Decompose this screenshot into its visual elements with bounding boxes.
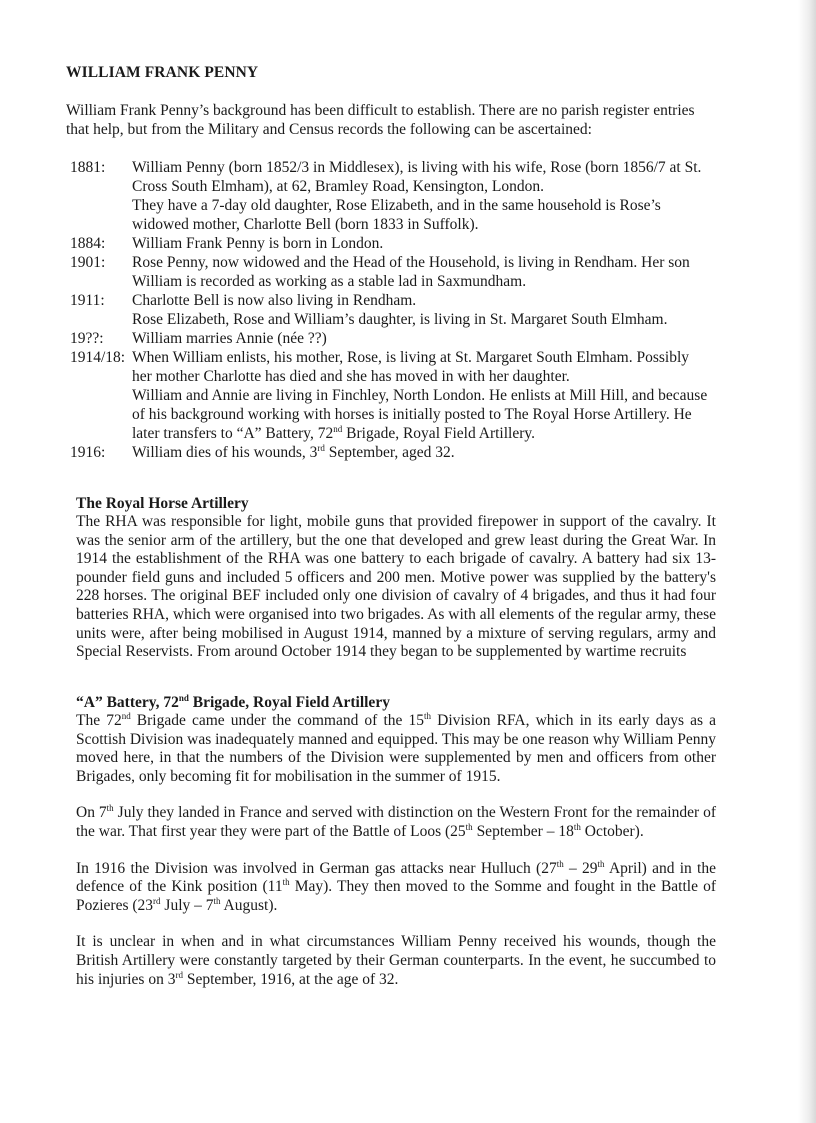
intro-paragraph: William Frank Penny’s background has been difficult to establish. There are no parish register entries that help, but from the Military and Census records the following can be ascertained: [66,102,695,138]
page-title: WILLIAM FRANK PENNY [66,64,259,81]
timeline-line: William Penny (born 1852/3 in Middlesex), is living with his wife, Rose (born 1856/7 at St. Cross South Elmham), at 62, Bramley Road, Kensington, London. [132,159,702,195]
timeline-text [132,158,710,234]
paragraph-gap [76,842,716,860]
timeline-text [132,291,710,329]
rha-section [76,495,716,662]
timeline [70,158,710,462]
timeline-entry [70,443,710,462]
timeline-entry [70,329,710,348]
timeline-line: When William enlists, his mother, Rose, is living at St. Margaret South Elmham. Possibly her mother Charlotte has died and she has moved in with her daughter. [132,349,690,385]
timeline-entry [70,234,710,253]
timeline-year: 19??: [70,330,104,347]
timeline-line: Rose Penny, now widowed and the Head of the Household, is living in Rendham. Her son William is recorded as working as a stable lad in Saxmundham. [132,254,690,290]
timeline-text [132,329,710,348]
timeline-text [132,443,710,462]
timeline-line: William marries Annie (née ??) [132,330,327,347]
timeline-line: William and Annie are living in Finchley, North London. He enlists at Mill Hill, and because of his background working with horses is initially posted to The Royal Horse Artillery. He later transfers to “A” Battery, 72nd Brigade, Royal Field Artillery. [132,387,708,442]
timeline-text [132,348,710,443]
timeline-year: 1881: [70,159,106,176]
rfa-body [76,712,716,989]
rha-body: The RHA was responsible for light, mobile guns that provided firepower in support of the cavalry. It was the senior arm of the artillery, but the one that developed and grew least during the Great War. In 1914 the establishment of the RHA was one battery to each brigade of cavalry. A battery had six 13-pounder field guns and included 5 officers and 200 men. Motive power was supplied by the battery's 228 horses. The original BEF included only one division of cavalry of 4 brigades, and thus it had four batteries RHA, which were organised into two brigades. As with all elements of the regular army, these units were, after being mobilised in August 1914, manned by a mixture of serving regulars, army and Special Reservists. From around October 1914 they began to be supplemented by wartime recruits [76,513,716,661]
timeline-line: Charlotte Bell is now also living in Rendham. [132,292,417,309]
timeline-entry [70,291,710,329]
rfa-paragraph: The 72nd Brigade came under the command of the 15th Division RFA, which in its early days as a Scottish Division was inadequately manned and equipped. This may be one reason why William Penny moved here, in that the numbers of the Division were supplemented by men and officers from other Brigades, only becoming fit for mobilisation in the summer of 1915. [76,710,716,785]
timeline-entry [70,253,710,291]
timeline-text [132,234,710,253]
timeline-text [132,253,710,291]
rfa-paragraph: It is unclear in when and in what circumstances William Penny received his wounds, though the British Artillery were constantly targeted by their German counterparts. In the event, he succumbed to his injuries on 3rd September, 1916, at the age of 32. [76,933,716,988]
timeline-year: 1914/18: [70,349,126,366]
timeline-year: 1916: [70,444,106,461]
rfa-paragraph: On 7th July they landed in France and served with distinction on the Western Front for the remainder of the war. That first year they were part of the Battle of Loos (25th September – 18th October). [76,803,716,840]
timeline-year: 1884: [70,235,106,252]
rfa-paragraph: In 1916 the Division was involved in German gas attacks near Hulluch (27th – 29th April) and in the defence of the Kink position (11th May). They then moved to the Somme and fought in the Battle of Pozieres (23rd July – 7th August). [76,858,716,914]
timeline-line: Rose Elizabeth, Rose and William’s daughter, is living in St. Margaret South Elmham. [132,311,668,328]
timeline-line: William dies of his wounds, 3rd September, aged 32. [132,442,455,461]
timeline-year: 1901: [70,254,106,271]
rha-heading: The Royal Horse Artillery [76,495,249,512]
scan-edge-shadow [798,0,816,1123]
timeline-year: 1911: [70,292,105,309]
rfa-heading: “A” Battery, 72nd Brigade, Royal Field Artillery [76,692,390,711]
timeline-line: William Frank Penny is born in London. [132,235,384,252]
paragraph-gap [76,786,716,804]
timeline-line: They have a 7-day old daughter, Rose Elizabeth, and in the same household is Rose’s widowed mother, Charlotte Bell (born 1833 in Suffolk). [132,197,661,233]
rfa-section [76,694,716,989]
paragraph-gap [76,915,716,933]
timeline-entry [70,158,710,234]
timeline-entry [70,348,710,443]
